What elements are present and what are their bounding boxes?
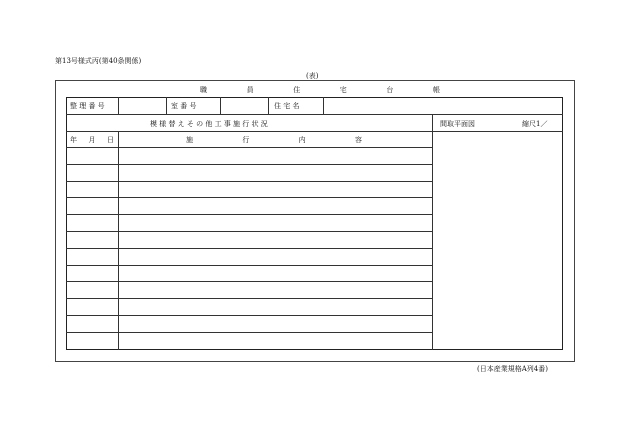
table-row-line xyxy=(66,197,432,198)
table-row-line xyxy=(66,214,432,215)
title-char: 帳 xyxy=(432,86,440,94)
management-number-label: 整 理 番 号 xyxy=(70,102,105,110)
table-row-line xyxy=(66,281,432,282)
title-char: 住 xyxy=(293,86,301,94)
table-row-line xyxy=(66,181,432,182)
field-cell-divider xyxy=(268,97,269,114)
table-row-line xyxy=(66,231,432,232)
floor-plan-area[interactable] xyxy=(432,132,561,349)
table-row-line xyxy=(66,265,432,266)
table-row-line xyxy=(66,332,432,333)
form-number: 第13号様式丙(第40条関係) xyxy=(55,57,142,65)
document-title xyxy=(200,85,440,95)
room-number-field[interactable] xyxy=(220,97,266,114)
section-title-divider xyxy=(66,131,563,132)
title-char: 員 xyxy=(246,86,254,94)
field-row-divider xyxy=(66,114,563,115)
field-cell-divider xyxy=(118,97,119,114)
floor-plan-divider xyxy=(432,114,433,350)
column-header-divider xyxy=(66,147,432,148)
table-row-line xyxy=(66,315,432,316)
room-number-label: 室 番 号 xyxy=(171,102,197,110)
title-char: 宅 xyxy=(339,86,347,94)
title-char: 職 xyxy=(200,86,207,94)
field-cell-divider xyxy=(166,97,167,114)
date-column-header: 年 月 日 xyxy=(70,136,114,144)
works-section-title: 模 様 替 え そ の 他 工 事 施 行 状 況 xyxy=(150,120,268,128)
side-label: (表) xyxy=(306,72,319,80)
table-row-line xyxy=(66,298,432,299)
field-cell-divider xyxy=(220,97,221,114)
table-row-line xyxy=(66,164,432,165)
paper-size-note: (日本産業規格A列4番) xyxy=(477,365,548,373)
house-name-field[interactable] xyxy=(323,97,561,114)
house-name-label: 住 宅 名 xyxy=(274,102,300,110)
management-number-field[interactable] xyxy=(118,97,164,114)
floor-plan-scale: 縮尺1／ xyxy=(522,120,548,128)
field-cell-divider xyxy=(323,97,324,114)
content-column-header: 施 行 内 容 xyxy=(186,136,362,144)
title-char: 台 xyxy=(386,86,394,94)
floor-plan-label: 間取平面図 xyxy=(440,120,475,128)
table-row-line xyxy=(66,248,432,249)
